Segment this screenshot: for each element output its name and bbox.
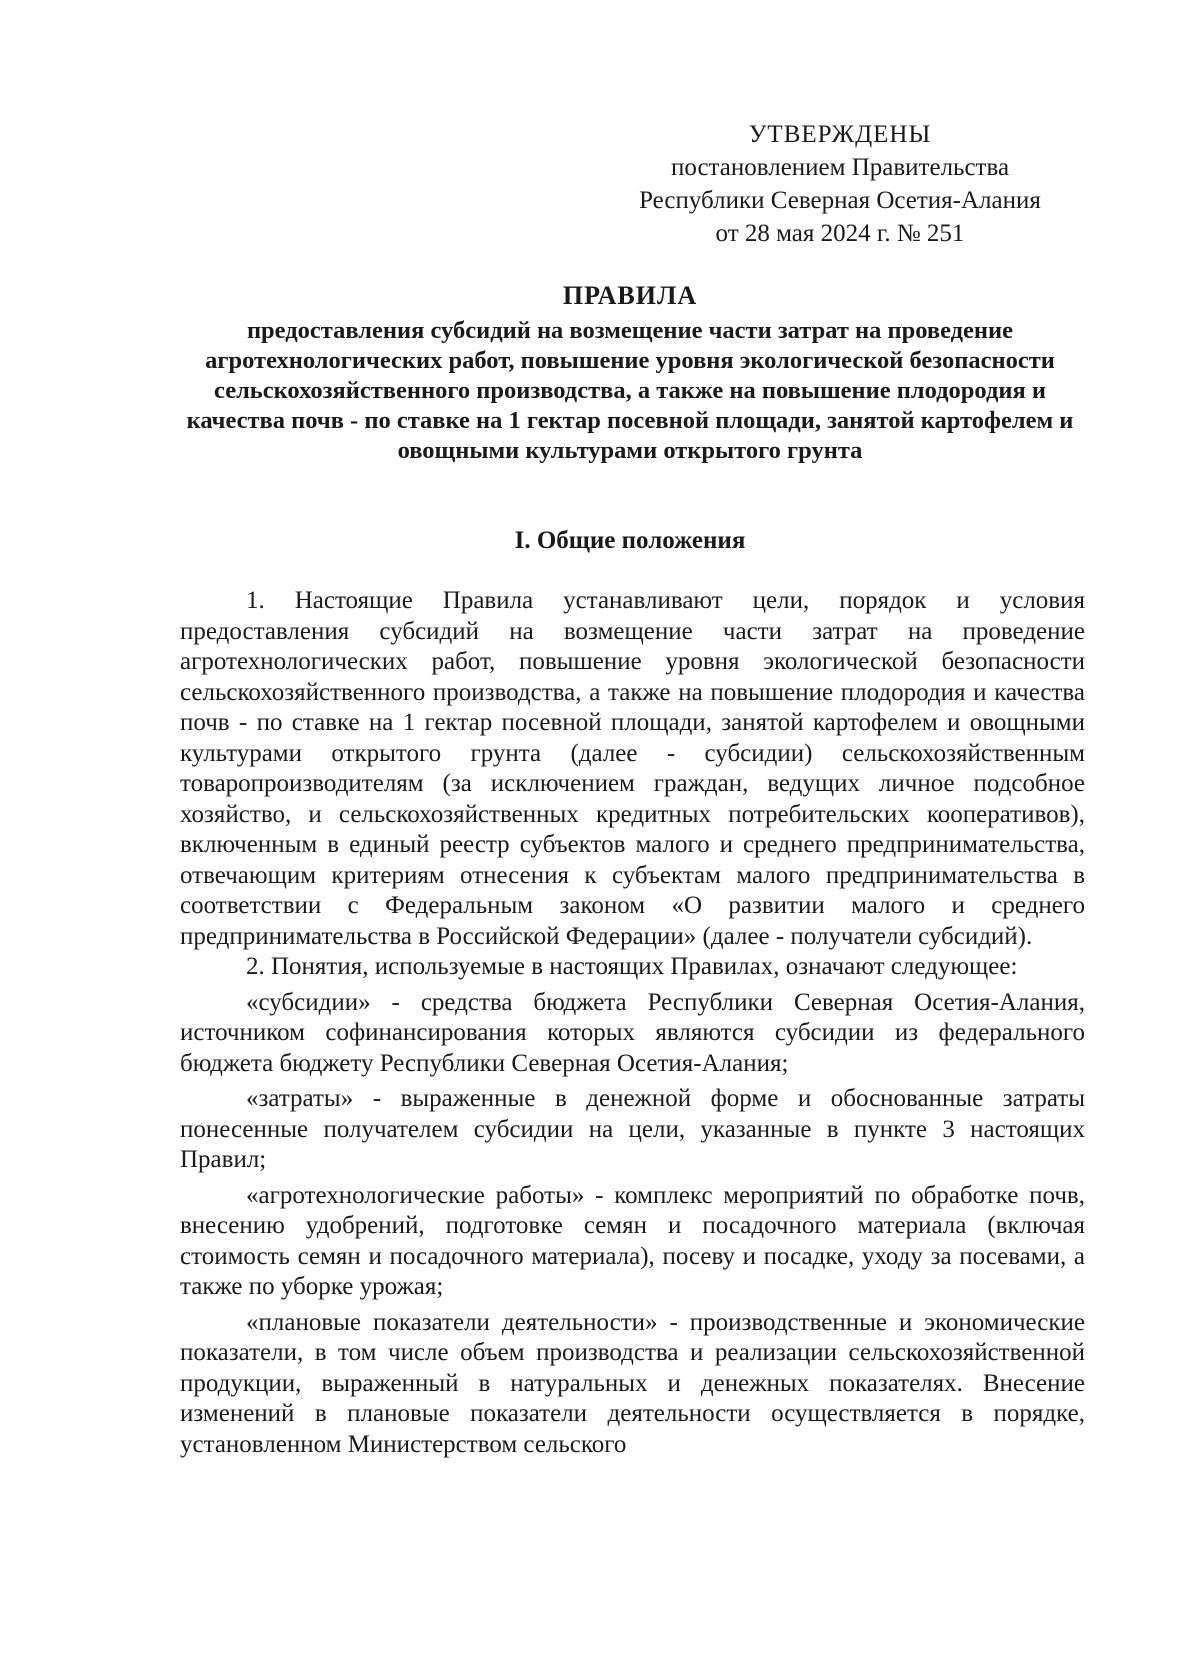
definition-subsidies: «субсидии» - средства бюджета Республики Северная Осетия-Алания, источником софинансирования которых являются субсидии из федерального бюджета бюджету Республики Северная Осетия-Алания; xyxy=(180,988,1085,1077)
section-heading: I. Общие положения xyxy=(514,527,746,554)
approval-word: УТВЕРЖДЕНЫ xyxy=(748,121,932,148)
approval-government-line: Республики Северная Осетия-Алания xyxy=(639,187,1041,214)
document-title-block xyxy=(180,280,1080,466)
document-title: ПРАВИЛА xyxy=(562,281,698,310)
definition-agrotech-works: «агротехнологические работы» - комплекс мероприятий по обработке почв, внесению удобрений, подготовке семян и посадочного материала (включая стоимость семян и посадочного материала), посеву и посадке, уходу за посевами, а также по уборке урожая; xyxy=(180,1181,1085,1300)
section-body xyxy=(180,586,1085,1460)
approval-date-number: от 28 мая 2024 г. № 251 xyxy=(715,220,965,247)
approval-stamp xyxy=(600,118,1080,250)
definition-planned-indicators: «плановые показатели деятельности» - производственные и экономические показатели, в том числе объем производства и реализации сельскохозяйственной продукции, выраженный в натуральных и денежных показателях. Внесение изменений в плановые показатели деятельности осуществляется в порядке, установленном Министерством сельского xyxy=(180,1308,1085,1458)
document-subtitle: предоставления субсидий на возмещение части затрат на проведение агротехнологических работ, повышение уровня экологической безопасности сельскохозяйственного производства, а также на повышение плодородия и качества почв - по ставке на 1 гектар посевной площади, занятой картофелем и овощными культурами открытого грунта xyxy=(186,317,1074,464)
approval-decree-line: постановлением Правительства xyxy=(670,154,1010,181)
paragraph-1: 1. Настоящие Правила устанавливают цели, порядок и условия предоставления субсидий на возмещение части затрат на проведение агротехнологических работ, повышение уровня экологической безопасности сельскохозяйственного производства, а также на повышение плодородия и качества почв - по ставке на 1 гектар посевной площади, занятой картофелем и овощными культурами открытого грунта (далее - субсидии) сельскохозяйственным товаропроизводителям (за исключением граждан, ведущих личное подсобное хозяйство, и сельскохозяйственных кредитных потребительских кооперативов), включенным в единый реестр субъектов малого и среднего предпринимательства, отвечающим критериям отнесения к субъектам малого предпринимательства в соответствии с Федеральным законом «О развитии малого и среднего предпринимательства в Российской Федерации» (далее - получатели субсидий). xyxy=(180,587,1085,950)
definition-costs: «затраты» - выраженные в денежной форме и обоснованные затраты понесенные получателем субсидии на цели, указанные в пункте 3 настоящих Правил; xyxy=(180,1085,1085,1173)
paragraph-2: 2. Понятия, используемые в настоящих Правилах, означают следующее: xyxy=(246,953,1018,980)
